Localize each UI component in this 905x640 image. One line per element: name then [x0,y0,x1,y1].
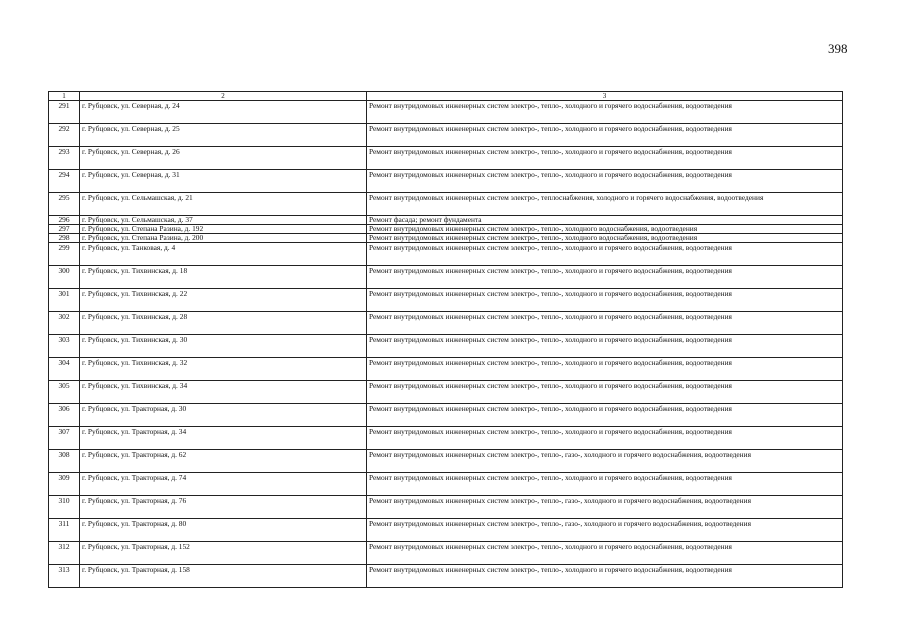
work-description-cell: Ремонт внутридомовых инженерных систем электро-, тепло-, холодного и горячего водоснабжения, водоотведения [367,266,843,289]
row-number-cell: 295 [49,193,80,216]
table-row [49,225,843,234]
row-number-cell: 299 [49,243,80,266]
table-row [49,519,843,542]
row-number-cell: 310 [49,496,80,519]
table-row [49,234,843,243]
header-row [49,92,843,101]
table-row [49,565,843,588]
row-number-cell: 292 [49,124,80,147]
table-row [49,101,843,124]
work-description-cell: Ремонт внутридомовых инженерных систем электро-, тепло-, холодного и горячего водоснабжения, водоотведения [367,312,843,335]
address-cell: г. Рубцовск, ул. Тракторная, д. 62 [80,450,367,473]
table-row [49,335,843,358]
page-number: 398 [828,41,848,56]
table-row [49,358,843,381]
table-row [49,381,843,404]
table-row [49,193,843,216]
work-description-cell: Ремонт внутридомовых инженерных систем электро-, тепло-, холодного и горячего водоснабжения, водоотведения [367,243,843,266]
address-cell: г. Рубцовск, ул. Сельмашская, д. 21 [80,193,367,216]
row-number-cell: 307 [49,427,80,450]
row-number-cell: 305 [49,381,80,404]
work-description-cell: Ремонт внутридомовых инженерных систем электро-, тепло-, холодного и горячего водоснабжения, водоотведения [367,542,843,565]
row-number-cell: 308 [49,450,80,473]
work-description-cell: Ремонт внутридомовых инженерных систем электро-, тепло-, холодного и горячего водоснабжения, водоотведения [367,358,843,381]
table-row [49,496,843,519]
address-cell: г. Рубцовск, ул. Тихвинская, д. 30 [80,335,367,358]
table-row [49,147,843,170]
table-row [49,312,843,335]
row-number-cell: 302 [49,312,80,335]
address-cell: г. Рубцовск, ул. Степана Разина, д. 192 [80,225,367,234]
row-number-cell: 312 [49,542,80,565]
row-number-cell: 304 [49,358,80,381]
row-number-cell: 291 [49,101,80,124]
address-cell: г. Рубцовск, ул. Тракторная, д. 158 [80,565,367,588]
work-description-cell: Ремонт внутридомовых инженерных систем электро-, тепло-, холодного и горячего водоснабжения, водоотведения [367,404,843,427]
row-number-cell: 301 [49,289,80,312]
header-cell-address: 2 [80,92,367,101]
address-cell: г. Рубцовск, ул. Тракторная, д. 80 [80,519,367,542]
row-number-cell: 313 [49,565,80,588]
work-description-cell: Ремонт фасада; ремонт фундамента [367,216,843,225]
work-description-cell: Ремонт внутридомовых инженерных систем электро-, тепло-, холодного и горячего водоснабжения, водоотведения [367,335,843,358]
work-description-cell: Ремонт внутридомовых инженерных систем электро-, тепло-, холодного и горячего водоснабжения, водоотведения [367,473,843,496]
table-row [49,124,843,147]
work-description-cell: Ремонт внутридомовых инженерных систем электро-, тепло-, холодного водоснабжения, водоотведения [367,225,843,234]
work-description-cell: Ремонт внутридомовых инженерных систем электро-, тепло-, газо-, холодного и горячего водоснабжения, водоотведения [367,450,843,473]
work-description-cell: Ремонт внутридомовых инженерных систем электро-, тепло-, газо-, холодного и горячего водоснабжения, водоотведения [367,496,843,519]
row-number-cell: 309 [49,473,80,496]
address-cell: г. Рубцовск, ул. Тихвинская, д. 18 [80,266,367,289]
address-cell: г. Рубцовск, ул. Северная, д. 26 [80,147,367,170]
work-description-cell: Ремонт внутридомовых инженерных систем электро-, тепло-, холодного и горячего водоснабжения, водоотведения [367,101,843,124]
address-cell: г. Рубцовск, ул. Сельмашская, д. 37 [80,216,367,225]
address-cell: г. Рубцовск, ул. Тракторная, д. 34 [80,427,367,450]
address-cell: г. Рубцовск, ул. Северная, д. 31 [80,170,367,193]
address-cell: г. Рубцовск, ул. Северная, д. 24 [80,101,367,124]
address-cell: г. Рубцовск, ул. Тракторная, д. 152 [80,542,367,565]
row-number-cell: 300 [49,266,80,289]
table-row [49,266,843,289]
table-row [49,473,843,496]
table-body [49,92,843,588]
row-number-cell: 296 [49,216,80,225]
header-cell-number: 1 [49,92,80,101]
table-row [49,243,843,266]
row-number-cell: 293 [49,147,80,170]
row-number-cell: 298 [49,234,80,243]
row-number-cell: 311 [49,519,80,542]
address-cell: г. Рубцовск, ул. Тракторная, д. 76 [80,496,367,519]
work-description-cell: Ремонт внутридомовых инженерных систем электро-, тепло-, холодного и горячего водоснабжения, водоотведения [367,147,843,170]
row-number-cell: 294 [49,170,80,193]
address-cell: г. Рубцовск, ул. Северная, д. 25 [80,124,367,147]
address-cell: г. Рубцовск, ул. Тихвинская, д. 34 [80,381,367,404]
address-cell: г. Рубцовск, ул. Тихвинская, д. 32 [80,358,367,381]
address-cell: г. Рубцовск, ул. Танковая, д. 4 [80,243,367,266]
table-row [49,170,843,193]
table-row [49,450,843,473]
table-row [49,542,843,565]
table-row [49,427,843,450]
table-row [49,289,843,312]
work-description-cell: Ремонт внутридомовых инженерных систем электро-, тепло-, холодного и горячего водоснабжения, водоотведения [367,427,843,450]
header-cell-work: 3 [367,92,843,101]
work-description-cell: Ремонт внутридомовых инженерных систем электро-, тепло-, холодного водоснабжения, водоотведения [367,234,843,243]
address-cell: г. Рубцовск, ул. Тракторная, д. 30 [80,404,367,427]
repair-register-table [48,91,843,588]
work-description-cell: Ремонт внутридомовых инженерных систем электро-, тепло-, холодного и горячего водоснабжения, водоотведения [367,565,843,588]
address-cell: г. Рубцовск, ул. Тихвинская, д. 28 [80,312,367,335]
work-description-cell: Ремонт внутридомовых инженерных систем электро-, тепло-, газо-, холодного и горячего водоснабжения, водоотведения [367,519,843,542]
row-number-cell: 306 [49,404,80,427]
row-number-cell: 297 [49,225,80,234]
work-description-cell: Ремонт внутридомовых инженерных систем электро-, тепло-, холодного и горячего водоснабжения, водоотведения [367,170,843,193]
work-description-cell: Ремонт внутридомовых инженерных систем электро-, тепло-, холодного и горячего водоснабжения, водоотведения [367,381,843,404]
row-number-cell: 303 [49,335,80,358]
work-description-cell: Ремонт внутридомовых инженерных систем электро-, тепло-, холодного и горячего водоснабжения, водоотведения [367,124,843,147]
work-description-cell: Ремонт внутридомовых инженерных систем электро-, теплоснабжения, холодного и горячего водоснабжения, водоотведения [367,193,843,216]
table-row [49,404,843,427]
table-row [49,216,843,225]
address-cell: г. Рубцовск, ул. Тихвинская, д. 22 [80,289,367,312]
work-description-cell: Ремонт внутридомовых инженерных систем электро-, тепло-, холодного и горячего водоснабжения, водоотведения [367,289,843,312]
address-cell: г. Рубцовск, ул. Тракторная, д. 74 [80,473,367,496]
address-cell: г. Рубцовск, ул. Степана Разина, д. 200 [80,234,367,243]
